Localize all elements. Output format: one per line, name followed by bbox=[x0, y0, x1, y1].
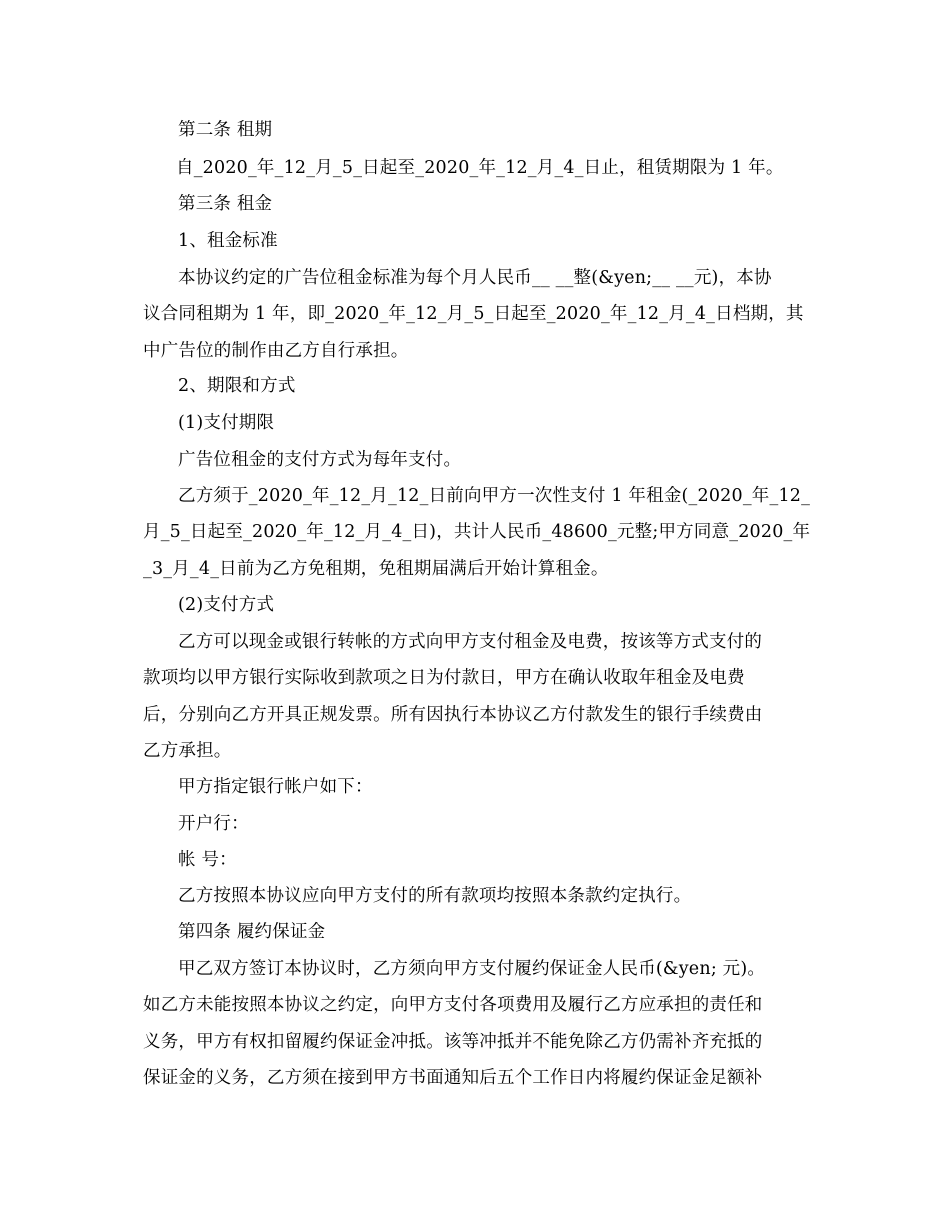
paragraph-line: _3_月_4_日前为乙方免租期，免租期届满后开始计算租金。 bbox=[143, 559, 609, 579]
paragraph-line: 议合同租期为 1 年，即_2020_年_12_月_5_日起至_2020_年_12_月_4_日档期，其 bbox=[143, 304, 804, 324]
paragraph-line: 月_5_日起至_2020_年_12_月_4_日)，共计人民币_48600_元整;甲方同意_2020_年 bbox=[143, 522, 811, 542]
paragraph-line: 广告位租金的支付方式为每年支付。 bbox=[178, 450, 462, 470]
article-3-heading: 第三条 租金 bbox=[178, 194, 273, 214]
paragraph-line: 乙方须于_2020_年_12_月_12_日前向甲方一次性支付 1 年租金(_2020_年_12_ bbox=[178, 486, 811, 506]
paragraph-line: 乙方承担。 bbox=[143, 741, 232, 761]
payment-period-heading: (1)支付期限 bbox=[178, 413, 275, 433]
bank-account-intro: 甲方指定银行帐户如下： bbox=[178, 777, 373, 797]
paragraph-line: 甲乙双方签订本协议时，乙方须向甲方支付履约保证金人民币(&yen; 元)。 bbox=[178, 959, 766, 979]
paragraph-line: 本协议约定的广告位租金标准为每个月人民币__ __整(&yen;__ __元)，本协 bbox=[178, 268, 772, 288]
article-2-heading: 第二条 租期 bbox=[178, 120, 273, 140]
paragraph-line: 中广告位的制作由乙方自行承担。 bbox=[143, 341, 409, 361]
payment-method-heading: (2)支付方式 bbox=[178, 595, 275, 615]
article-4-heading: 第四条 履约保证金 bbox=[178, 922, 326, 942]
paragraph-line: 保证金的义务，乙方须在接到甲方书面通知后五个工作日内将履约保证金足额补 bbox=[143, 1068, 763, 1088]
paragraph-line: 义务，甲方有权扣留履约保证金冲抵。该等冲抵并不能免除乙方仍需补齐充抵的 bbox=[143, 1032, 763, 1052]
lease-term-text: 自_2020_年_12_月_5_日起至_2020_年_12_月_4_日止，租赁期限为 1 年。 bbox=[176, 158, 784, 178]
paragraph-line: 如乙方未能按照本协议之约定，向甲方支付各项费用及履行乙方应承担的责任和 bbox=[143, 995, 763, 1015]
paragraph-line: 后，分别向乙方开具正规发票。所有因执行本协议乙方付款发生的银行手续费由 bbox=[143, 705, 763, 725]
account-number-label: 帐 号： bbox=[178, 850, 237, 870]
paragraph-line: 款项均以甲方银行实际收到款项之日为付款日，甲方在确认收取年租金及电费 bbox=[143, 668, 745, 688]
paragraph-line: 乙方按照本协议应向甲方支付的所有款项均按照本条款约定执行。 bbox=[178, 886, 692, 906]
paragraph-line: 乙方可以现金或银行转帐的方式向甲方支付租金及电费，按该等方式支付的 bbox=[178, 632, 763, 652]
rent-standard-heading: 1、租金标准 bbox=[178, 231, 278, 251]
bank-name-label: 开户行： bbox=[178, 814, 249, 834]
term-method-heading: 2、期限和方式 bbox=[178, 376, 296, 396]
